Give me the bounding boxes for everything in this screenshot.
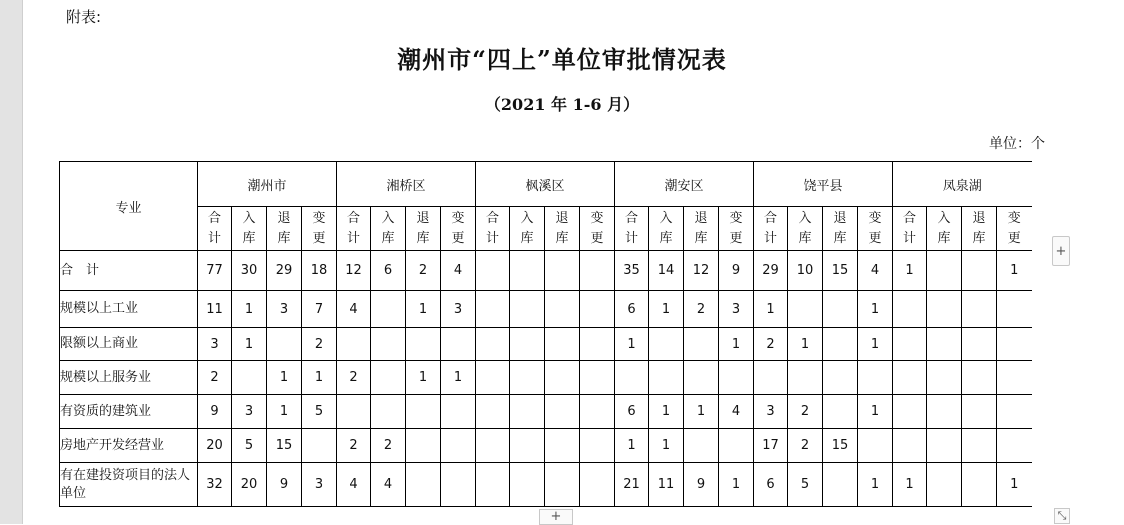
table-cell[interactable]: [406, 463, 441, 507]
table-cell[interactable]: [962, 395, 997, 429]
sub-header-char: 更: [590, 230, 604, 246]
table-cell[interactable]: 11: [649, 463, 684, 507]
sub-header-char: 变: [1007, 210, 1021, 226]
table-cell[interactable]: [510, 463, 545, 507]
table-cell[interactable]: [510, 291, 545, 328]
table-cell[interactable]: 2: [684, 291, 719, 328]
sub-header: [858, 207, 893, 251]
table-cell[interactable]: 5: [788, 463, 823, 507]
sub-header-char: 更: [729, 230, 743, 246]
table-cell[interactable]: 1: [858, 463, 893, 507]
sub-header-char: 库: [833, 230, 847, 246]
table-cell[interactable]: [580, 291, 615, 328]
sub-header-char: 库: [555, 230, 569, 246]
sub-header: [893, 207, 927, 251]
sub-header-char: 变: [868, 210, 882, 226]
sub-header: [510, 207, 545, 251]
sub-header-char: 退: [555, 210, 569, 226]
table-cell[interactable]: 1: [858, 328, 893, 361]
region-header: 湘桥区: [337, 162, 476, 207]
table-cell[interactable]: 4: [858, 251, 893, 291]
page-subtitle: （2021 年 1-6 月）: [484, 95, 640, 114]
sub-header-char: 合: [902, 210, 916, 226]
table-cell[interactable]: [267, 328, 302, 361]
table-cell[interactable]: [476, 395, 510, 429]
row-label: 规模以上服务业: [60, 361, 198, 395]
table-cell[interactable]: 1: [754, 291, 788, 328]
table-cell[interactable]: 6: [615, 291, 649, 328]
table-cell[interactable]: [476, 361, 510, 395]
add-row-button[interactable]: +: [539, 509, 573, 525]
sub-header-char: 入: [520, 210, 534, 226]
table-cell[interactable]: 6: [371, 251, 406, 291]
table-cell[interactable]: 2: [788, 395, 823, 429]
table-cell[interactable]: 2: [788, 429, 823, 463]
sub-header-char: 退: [972, 210, 986, 226]
sub-header: [441, 207, 476, 251]
sub-header-char: 合: [346, 210, 360, 226]
table-cell[interactable]: 9: [719, 251, 754, 291]
table-cell[interactable]: 2: [198, 361, 232, 395]
table-cell[interactable]: [545, 463, 580, 507]
table-cell[interactable]: 6: [754, 463, 788, 507]
table-cell[interactable]: 2: [337, 429, 371, 463]
table-cell[interactable]: 29: [267, 251, 302, 291]
sub-header-char: 库: [381, 230, 395, 246]
table-cell[interactable]: [510, 361, 545, 395]
sub-header-char: 入: [659, 210, 673, 226]
table-cell[interactable]: 1: [719, 463, 754, 507]
table-cell[interactable]: 20: [232, 463, 267, 507]
table-cell[interactable]: [476, 251, 510, 291]
table-cell[interactable]: [406, 395, 441, 429]
table-cell[interactable]: 2: [754, 328, 788, 361]
row-label: 有在建投资项目的法人单位: [60, 463, 198, 507]
sub-header-char: 合: [763, 210, 777, 226]
table-cell[interactable]: [962, 291, 997, 328]
table-row: [60, 429, 1032, 463]
sub-header: [337, 207, 371, 251]
table-cell[interactable]: [441, 463, 476, 507]
table-cell[interactable]: [962, 361, 997, 395]
table-cell[interactable]: 1: [858, 291, 893, 328]
table-cell[interactable]: 1: [893, 251, 927, 291]
sub-header: [615, 207, 649, 251]
sub-header: [371, 207, 406, 251]
sub-header-char: 库: [798, 230, 812, 246]
table-cell[interactable]: [997, 429, 1032, 463]
table-cell[interactable]: 1: [788, 328, 823, 361]
sub-header: [927, 207, 962, 251]
table-cell[interactable]: 1: [649, 395, 684, 429]
table-cell[interactable]: [406, 328, 441, 361]
sub-header: [962, 207, 997, 251]
sub-header-char: 合: [624, 210, 638, 226]
table-cell[interactable]: 15: [823, 429, 858, 463]
table-cell[interactable]: 20: [198, 429, 232, 463]
table-cell[interactable]: [684, 361, 719, 395]
region-header: 凤泉湖: [893, 162, 1032, 207]
row-label: 有资质的建筑业: [60, 395, 198, 429]
table-cell[interactable]: [927, 463, 962, 507]
sub-header-char: 库: [277, 230, 291, 246]
table-cell[interactable]: [441, 429, 476, 463]
table-cell[interactable]: [893, 361, 927, 395]
table-cell[interactable]: [927, 429, 962, 463]
sub-header-char: 库: [972, 230, 986, 246]
sub-header-char: 变: [451, 210, 465, 226]
table-cell[interactable]: 32: [198, 463, 232, 507]
table-cell[interactable]: [858, 361, 893, 395]
table-cell[interactable]: [893, 291, 927, 328]
table-cell[interactable]: [649, 328, 684, 361]
table-cell[interactable]: [962, 463, 997, 507]
table-cell[interactable]: [927, 251, 962, 291]
table-cell[interactable]: [232, 361, 267, 395]
sub-header: [232, 207, 267, 251]
sub-header-char: 库: [659, 230, 673, 246]
table-cell[interactable]: [927, 395, 962, 429]
table-cell[interactable]: [615, 361, 649, 395]
table-cell[interactable]: [927, 328, 962, 361]
table-cell[interactable]: 3: [441, 291, 476, 328]
table-cell[interactable]: 15: [823, 251, 858, 291]
table-cell[interactable]: [997, 291, 1032, 328]
table-row: [60, 463, 1032, 507]
table-cell[interactable]: [649, 361, 684, 395]
table-cell[interactable]: 1: [997, 251, 1032, 291]
table-cell[interactable]: 3: [719, 291, 754, 328]
sub-header: [788, 207, 823, 251]
table-cell[interactable]: [545, 429, 580, 463]
sub-header-char: 计: [763, 230, 777, 246]
table-cell[interactable]: [754, 361, 788, 395]
table-cell[interactable]: 10: [788, 251, 823, 291]
table-cell[interactable]: 9: [267, 463, 302, 507]
sub-header-char: 更: [451, 230, 465, 246]
table-cell[interactable]: [893, 328, 927, 361]
row-label: 限额以上商业: [60, 328, 198, 361]
sub-header-char: 计: [207, 230, 221, 246]
approval-table: [59, 161, 1032, 507]
sub-header: [719, 207, 754, 251]
sub-header-char: 退: [694, 210, 708, 226]
row-label: 规模以上工业: [60, 291, 198, 328]
table-cell[interactable]: [302, 429, 337, 463]
table-cell[interactable]: [962, 251, 997, 291]
table-cell[interactable]: [441, 328, 476, 361]
table-cell[interactable]: 1: [719, 328, 754, 361]
table-cell[interactable]: [406, 429, 441, 463]
table-cell[interactable]: 21: [615, 463, 649, 507]
table-cell[interactable]: 4: [337, 463, 371, 507]
sub-header-char: 退: [277, 210, 291, 226]
table-cell[interactable]: 2: [302, 328, 337, 361]
table-cell[interactable]: 9: [198, 395, 232, 429]
table-cell[interactable]: 30: [232, 251, 267, 291]
table-cell[interactable]: 1: [302, 361, 337, 395]
table-cell[interactable]: [684, 429, 719, 463]
table-cell[interactable]: 11: [198, 291, 232, 328]
table-cell[interactable]: [476, 429, 510, 463]
sub-header-char: 库: [520, 230, 534, 246]
table-cell[interactable]: [580, 429, 615, 463]
table-cell[interactable]: 2: [337, 361, 371, 395]
sub-header-char: 计: [624, 230, 638, 246]
sub-header: [198, 207, 232, 251]
table-cell[interactable]: 3: [754, 395, 788, 429]
sub-header: [267, 207, 302, 251]
table-cell[interactable]: 1: [406, 361, 441, 395]
sub-header: [545, 207, 580, 251]
table-cell[interactable]: [962, 328, 997, 361]
column-header-specialty: 专业: [60, 162, 198, 251]
table-cell[interactable]: 1: [684, 395, 719, 429]
sub-header-char: 合: [207, 210, 221, 226]
table-row: [60, 395, 1032, 429]
table-cell[interactable]: [510, 395, 545, 429]
add-column-button[interactable]: +: [1052, 236, 1070, 266]
region-header: 枫溪区: [476, 162, 615, 207]
sub-header: [580, 207, 615, 251]
table-cell[interactable]: [684, 328, 719, 361]
table-cell[interactable]: [371, 328, 406, 361]
sub-header-char: 入: [381, 210, 395, 226]
table-cell[interactable]: [823, 361, 858, 395]
page-title: 潮州市“四上”单位审批情况表: [397, 45, 727, 74]
table-cell[interactable]: [997, 395, 1032, 429]
table-cell[interactable]: 12: [684, 251, 719, 291]
table-cell[interactable]: 35: [615, 251, 649, 291]
table-cell[interactable]: [580, 328, 615, 361]
table-cell[interactable]: 3: [198, 328, 232, 361]
table-cell[interactable]: [997, 361, 1032, 395]
table-cell[interactable]: 1: [406, 291, 441, 328]
table-cell[interactable]: 18: [302, 251, 337, 291]
table-cell[interactable]: [580, 251, 615, 291]
sub-header-char: 退: [833, 210, 847, 226]
sub-header-char: 库: [242, 230, 256, 246]
sub-header-char: 计: [902, 230, 916, 246]
table-cell[interactable]: 1: [649, 429, 684, 463]
table-cell[interactable]: 5: [302, 395, 337, 429]
table-cell[interactable]: 4: [719, 395, 754, 429]
sub-header: [476, 207, 510, 251]
table-cell[interactable]: [510, 328, 545, 361]
table-cell[interactable]: [858, 429, 893, 463]
table-cell[interactable]: [719, 361, 754, 395]
sub-header-char: 变: [590, 210, 604, 226]
table-cell[interactable]: [371, 361, 406, 395]
table-row: [60, 361, 1032, 395]
table-cell[interactable]: 4: [337, 291, 371, 328]
table-cell[interactable]: [337, 395, 371, 429]
sub-header: [649, 207, 684, 251]
sub-header-char: 入: [937, 210, 951, 226]
row-label: 合 计: [60, 251, 198, 291]
table-resize-handle[interactable]: ⤡: [1054, 508, 1070, 524]
table-cell[interactable]: [927, 291, 962, 328]
sub-header: [754, 207, 788, 251]
table-cell[interactable]: [788, 291, 823, 328]
table-cell[interactable]: [719, 429, 754, 463]
sub-header-char: 变: [312, 210, 326, 226]
table-cell[interactable]: [580, 361, 615, 395]
sub-header-char: 更: [1007, 230, 1021, 246]
left-margin-strip: [0, 0, 23, 524]
sub-header-char: 入: [242, 210, 256, 226]
sub-header-char: 计: [485, 230, 499, 246]
table-cell[interactable]: 3: [232, 395, 267, 429]
table-cell[interactable]: 3: [267, 291, 302, 328]
table-cell[interactable]: 1: [232, 291, 267, 328]
sub-header-char: 合: [485, 210, 499, 226]
table-cell[interactable]: [823, 291, 858, 328]
sub-header-char: 库: [694, 230, 708, 246]
row-label: 房地产开发经营业: [60, 429, 198, 463]
table-row: [60, 328, 1032, 361]
sub-header: [823, 207, 858, 251]
table-cell[interactable]: 9: [684, 463, 719, 507]
table-row: [60, 291, 1032, 328]
table-cell[interactable]: [337, 328, 371, 361]
table-cell[interactable]: [510, 429, 545, 463]
table-cell[interactable]: 17: [754, 429, 788, 463]
table-cell[interactable]: 1: [893, 463, 927, 507]
table-cell[interactable]: [510, 251, 545, 291]
table-cell[interactable]: 1: [649, 291, 684, 328]
table-cell[interactable]: [580, 395, 615, 429]
region-header: 饶平县: [754, 162, 893, 207]
sub-header: [997, 207, 1032, 251]
table-cell[interactable]: [823, 395, 858, 429]
table-cell[interactable]: 4: [371, 463, 406, 507]
table-cell[interactable]: [788, 361, 823, 395]
table-cell[interactable]: 7: [302, 291, 337, 328]
table-cell[interactable]: 4: [441, 251, 476, 291]
table-cell[interactable]: 12: [337, 251, 371, 291]
sub-header-char: 入: [798, 210, 812, 226]
table-cell[interactable]: 1: [997, 463, 1032, 507]
table-cell[interactable]: [476, 291, 510, 328]
sub-header: [406, 207, 441, 251]
table-cell[interactable]: 2: [371, 429, 406, 463]
table-cell[interactable]: [545, 251, 580, 291]
table-cell[interactable]: [823, 328, 858, 361]
table-cell[interactable]: 77: [198, 251, 232, 291]
table-cell[interactable]: [893, 395, 927, 429]
table-cell[interactable]: [962, 429, 997, 463]
table-cell[interactable]: [545, 395, 580, 429]
sub-header-char: 库: [937, 230, 951, 246]
sub-header: [684, 207, 719, 251]
sub-header-char: 变: [729, 210, 743, 226]
table-cell[interactable]: [476, 328, 510, 361]
sub-header-char: 计: [346, 230, 360, 246]
table-cell[interactable]: [371, 291, 406, 328]
table-cell[interactable]: [927, 361, 962, 395]
attachment-label: 附表:: [66, 8, 102, 26]
table-cell[interactable]: [476, 463, 510, 507]
sub-header-char: 退: [416, 210, 430, 226]
table-cell[interactable]: 1: [267, 361, 302, 395]
table-cell[interactable]: 1: [615, 429, 649, 463]
region-header: 潮安区: [615, 162, 754, 207]
table-cell[interactable]: [823, 463, 858, 507]
table-cell[interactable]: [893, 429, 927, 463]
table-cell[interactable]: [580, 463, 615, 507]
table-cell[interactable]: [441, 395, 476, 429]
table-cell[interactable]: 1: [615, 328, 649, 361]
table-cell[interactable]: 1: [858, 395, 893, 429]
table-cell[interactable]: 5: [232, 429, 267, 463]
table-cell[interactable]: [545, 328, 580, 361]
sub-header-char: 更: [868, 230, 882, 246]
table-cell[interactable]: [545, 361, 580, 395]
table-cell[interactable]: 15: [267, 429, 302, 463]
table-cell[interactable]: 2: [406, 251, 441, 291]
table-cell[interactable]: 3: [302, 463, 337, 507]
table-cell[interactable]: 1: [267, 395, 302, 429]
table-cell[interactable]: [545, 291, 580, 328]
table-row: [60, 251, 1032, 291]
table-cell[interactable]: [997, 328, 1032, 361]
sub-header: [302, 207, 337, 251]
unit-label: 单位：个: [989, 136, 1045, 152]
table-cell[interactable]: 14: [649, 251, 684, 291]
sub-header-char: 库: [416, 230, 430, 246]
table-cell[interactable]: 1: [441, 361, 476, 395]
table-cell[interactable]: 6: [615, 395, 649, 429]
table-cell[interactable]: 1: [232, 328, 267, 361]
region-header: 潮州市: [198, 162, 337, 207]
sub-header-char: 更: [312, 230, 326, 246]
table-cell[interactable]: 29: [754, 251, 788, 291]
table-cell[interactable]: [371, 395, 406, 429]
